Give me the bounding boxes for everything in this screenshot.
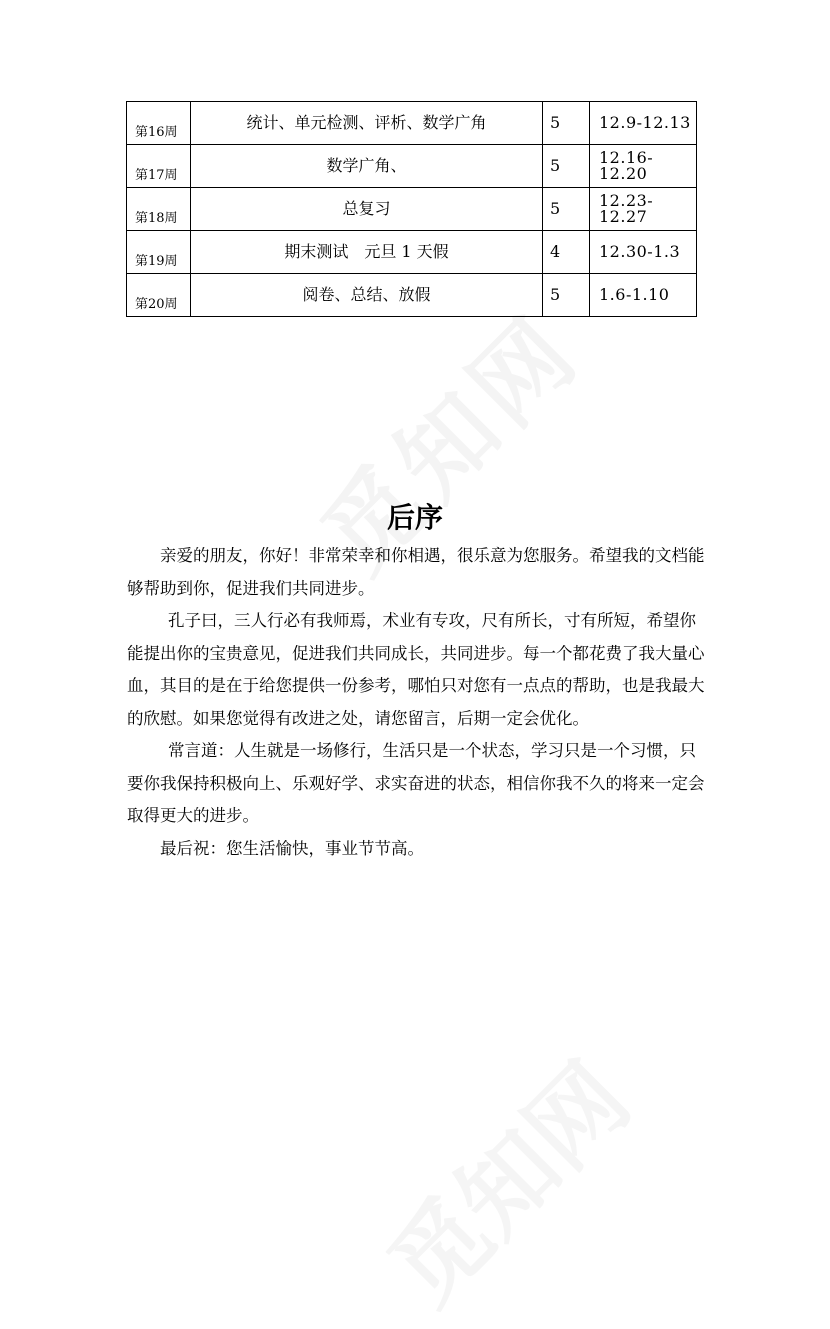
week-cell: 第19周 bbox=[127, 231, 191, 274]
content-cell: 阅卷、总结、放假 bbox=[191, 274, 543, 317]
postscript-paragraph: 孔子曰，三人行必有我师焉，术业有专攻，尺有所长，寸有所短，希望你能提出你的宝贵意见，促进我们共同成长，共同进步。每一个都花费了我大量心血，其目的是在于给您提供一份参考，哪怕只对您有一点点的帮助，也是我最大的欣慰。如果您觉得有改进之处，请您留言，后期一定会优化。 bbox=[127, 611, 705, 728]
table-row bbox=[127, 145, 697, 188]
postscript-paragraph: 常言道：人生就是一场修行，生活只是一个状态，学习只是一个习惯，只要你我保持积极向上、乐观好学、求实奋进的状态，相信你我不久的将来一定会取得更大的进步。 bbox=[127, 741, 705, 825]
date-cell: 12.9-12.13 bbox=[590, 102, 697, 145]
postscript-title: 后序 bbox=[386, 501, 443, 534]
hours-cell: 5 bbox=[543, 145, 590, 188]
date-cell: 12.23-12.27 bbox=[590, 188, 697, 231]
hours-cell: 4 bbox=[543, 231, 590, 274]
table-row bbox=[127, 188, 697, 231]
postscript-paragraph: 亲爱的朋友，你好！非常荣幸和你相遇，很乐意为您服务。希望我的文档能够帮助到你，促进我们共同进步。 bbox=[127, 546, 705, 598]
schedule-table bbox=[126, 101, 697, 317]
content-cell: 总复习 bbox=[191, 188, 543, 231]
hours-cell: 5 bbox=[543, 188, 590, 231]
week-cell: 第20周 bbox=[127, 274, 191, 317]
watermark-bottom bbox=[354, 1028, 655, 1329]
table-row bbox=[127, 231, 697, 274]
table-row bbox=[127, 274, 697, 317]
week-cell: 第17周 bbox=[127, 145, 191, 188]
table-row bbox=[127, 102, 697, 145]
content-cell: 期末测试 元旦 1 天假 bbox=[191, 231, 543, 274]
hours-cell: 5 bbox=[543, 274, 590, 317]
content-cell: 数学广角、 bbox=[191, 145, 543, 188]
date-cell: 12.16-12.20 bbox=[590, 145, 697, 188]
postscript-body bbox=[127, 540, 707, 865]
week-cell: 第18周 bbox=[127, 188, 191, 231]
date-cell: 12.30-1.3 bbox=[590, 231, 697, 274]
postscript-paragraph: 最后祝：您生活愉快，事业节节高。 bbox=[160, 838, 424, 858]
week-cell: 第16周 bbox=[127, 102, 191, 145]
date-cell: 1.6-1.10 bbox=[590, 274, 697, 317]
hours-cell: 5 bbox=[543, 102, 590, 145]
content-cell: 统计、单元检测、评析、数学广角 bbox=[191, 102, 543, 145]
